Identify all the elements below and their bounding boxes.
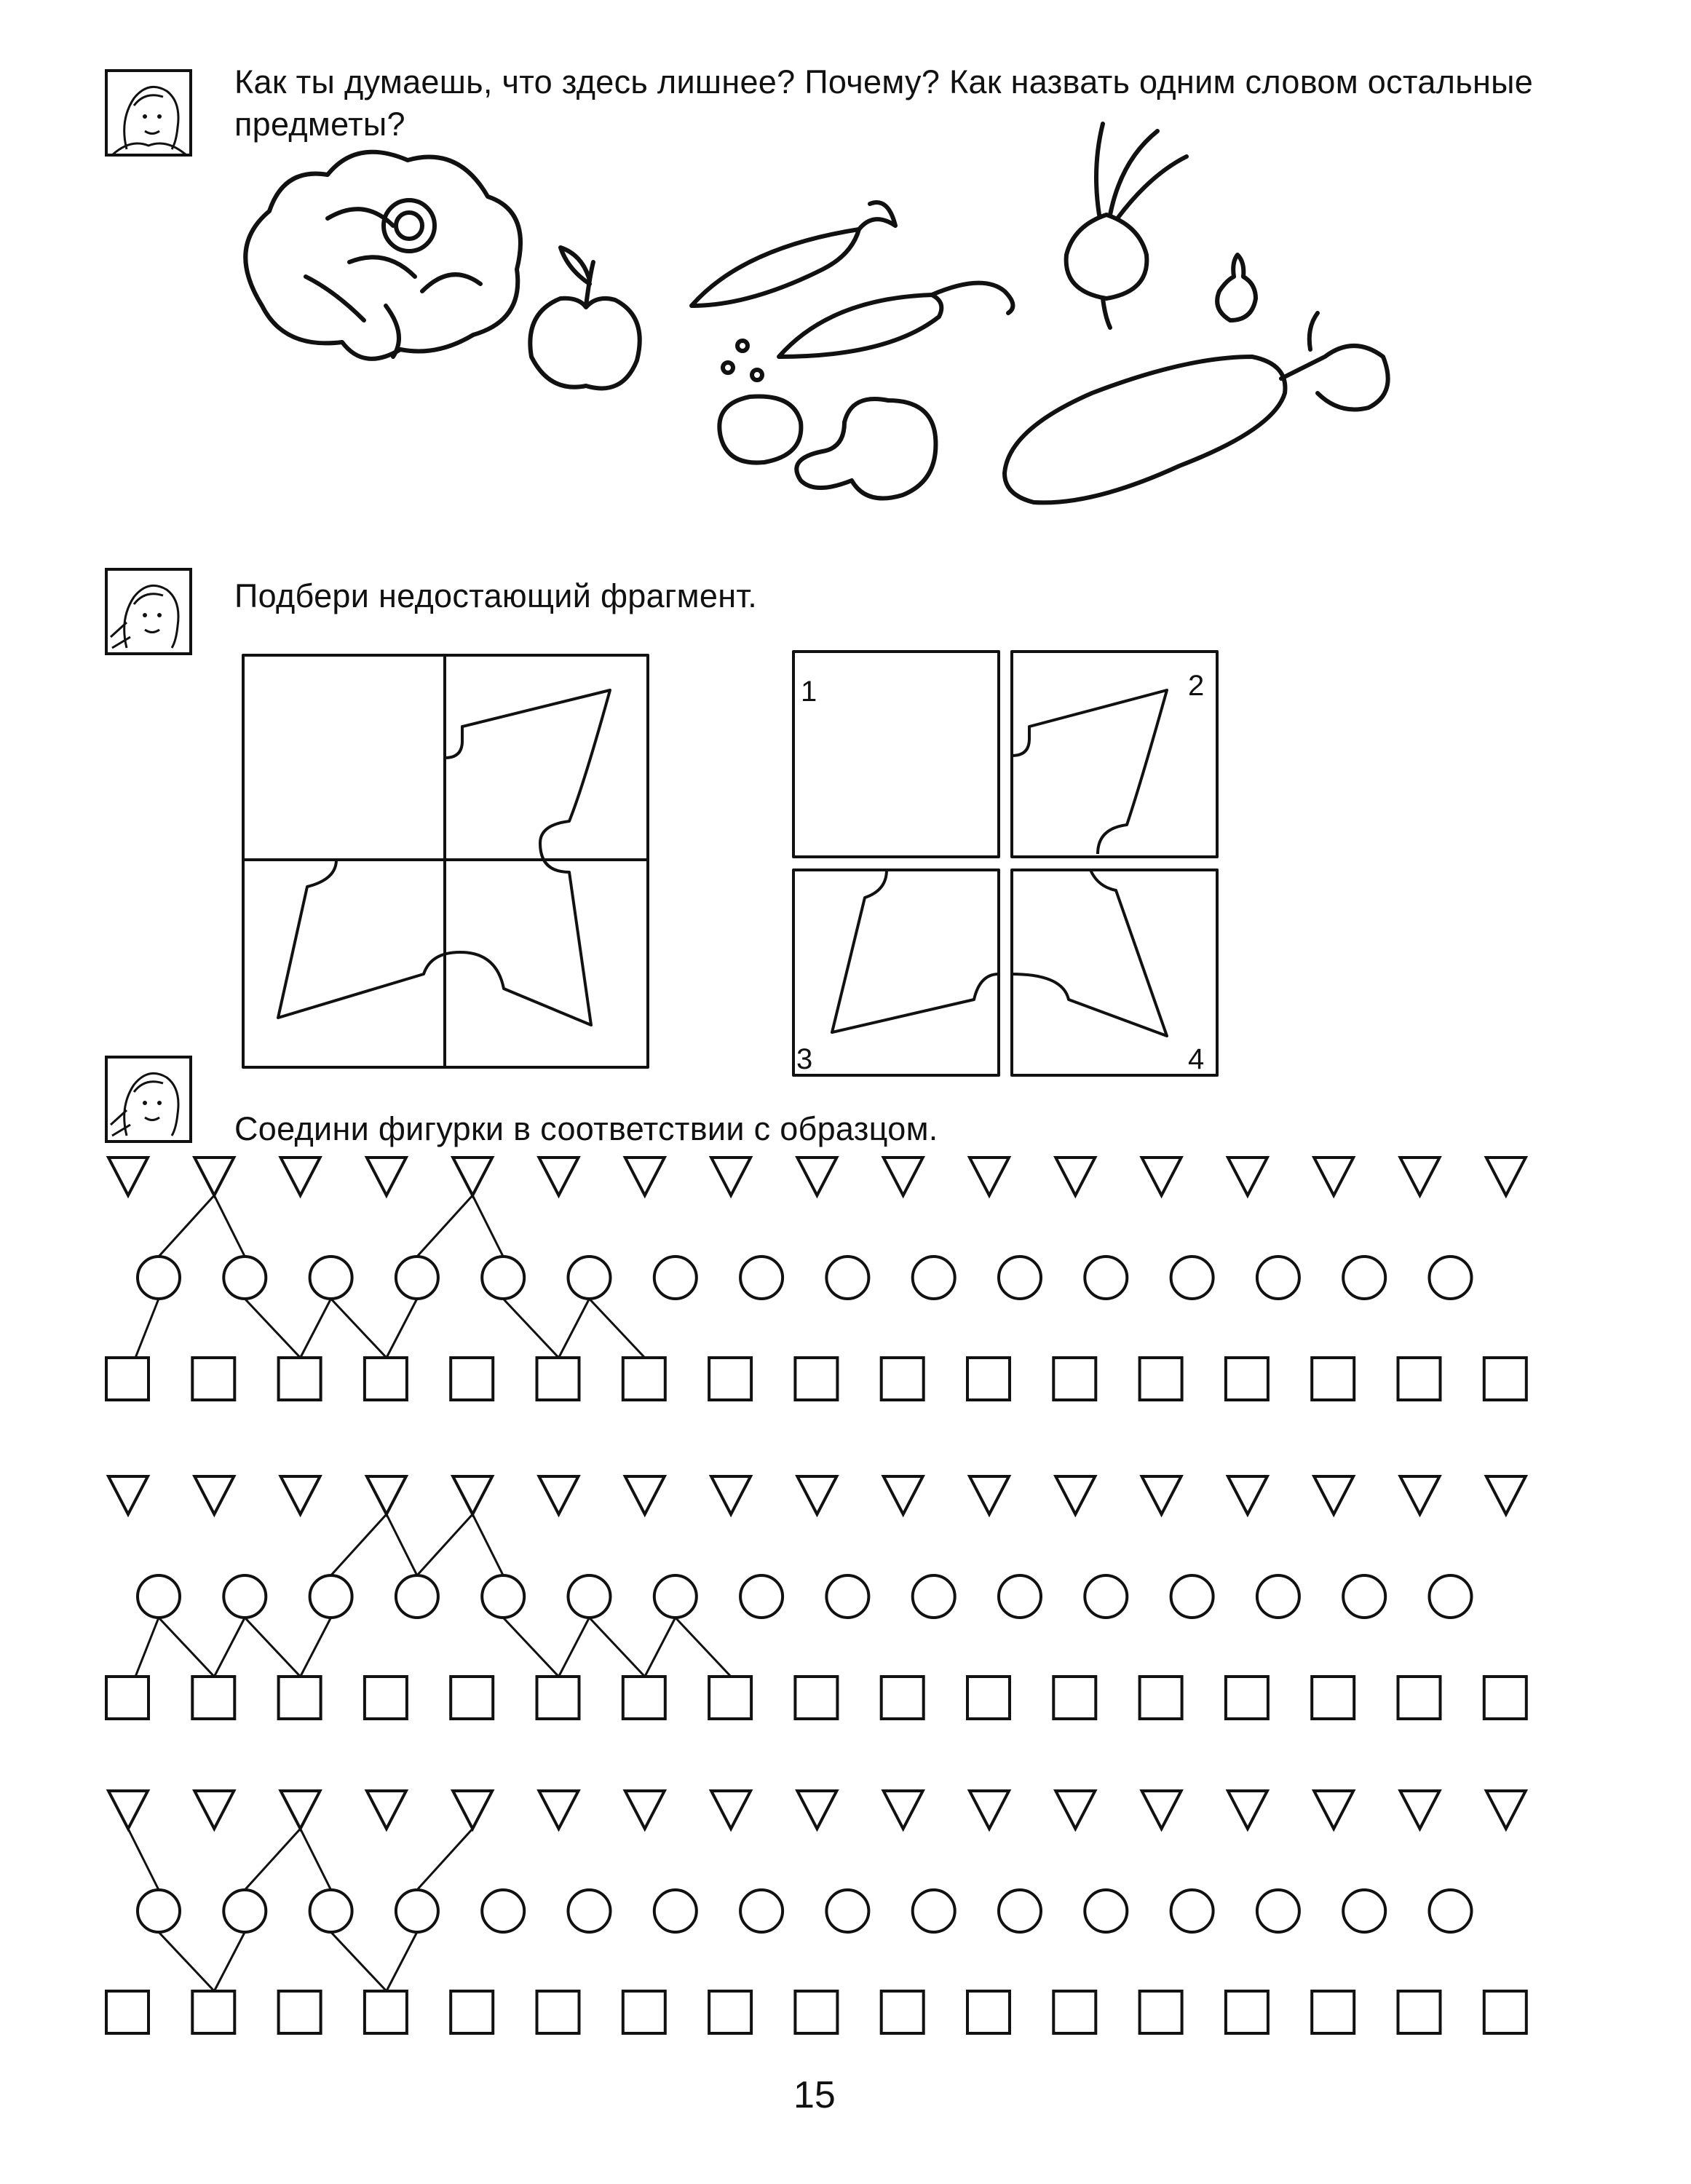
circle-shape[interactable] [223, 1257, 266, 1299]
circle-shape[interactable] [569, 1257, 611, 1299]
triangle-shape[interactable] [367, 1158, 406, 1195]
triangle-shape[interactable] [970, 1476, 1009, 1514]
square-shape[interactable] [967, 1677, 1010, 1719]
triangle-shape[interactable] [1401, 1791, 1440, 1829]
connector-line [331, 1299, 387, 1358]
connector-line [301, 1299, 331, 1358]
triangle-shape[interactable] [194, 1791, 234, 1829]
triangle-shape[interactable] [884, 1791, 923, 1829]
triangle-shape[interactable] [453, 1791, 492, 1829]
triangle-shape[interactable] [194, 1158, 234, 1195]
fragment-label-1: 1 [801, 676, 817, 708]
connector-line [159, 1195, 214, 1257]
connector-line [472, 1514, 503, 1575]
square-shape[interactable] [709, 1991, 751, 2033]
square-shape[interactable] [365, 1677, 407, 1719]
square-shape[interactable] [1226, 1991, 1268, 2033]
circle-shape[interactable] [223, 1890, 266, 1932]
connector-line [387, 1299, 417, 1358]
connector-line [417, 1195, 472, 1257]
triangle-shape[interactable] [539, 1476, 579, 1514]
circle-shape[interactable] [999, 1257, 1041, 1299]
circle-shape[interactable] [1171, 1575, 1213, 1618]
circle-shape[interactable] [913, 1575, 955, 1618]
triangle-shape[interactable] [1314, 1158, 1353, 1195]
triangle-shape[interactable] [797, 1476, 836, 1514]
square-shape[interactable] [1312, 1358, 1354, 1400]
connector-line [676, 1618, 731, 1677]
circle-shape[interactable] [396, 1575, 438, 1618]
cabbage-icon [245, 152, 520, 359]
circle-shape[interactable] [1085, 1575, 1127, 1618]
square-shape[interactable] [1053, 1677, 1096, 1719]
square-shape[interactable] [623, 1991, 665, 2033]
square-shape[interactable] [1398, 1358, 1441, 1400]
square-shape[interactable] [451, 1677, 493, 1719]
triangle-shape[interactable] [281, 1791, 320, 1829]
circle-shape[interactable] [999, 1575, 1041, 1618]
triangle-shape[interactable] [711, 1158, 751, 1195]
onion-icon [1066, 124, 1187, 328]
square-shape[interactable] [1398, 1991, 1441, 2033]
square-shape[interactable] [1312, 1991, 1354, 2033]
circle-shape[interactable] [740, 1890, 783, 1932]
circle-shape[interactable] [654, 1257, 697, 1299]
triangle-shape[interactable] [970, 1791, 1009, 1829]
connector-line [417, 1829, 472, 1890]
square-shape[interactable] [451, 1991, 493, 2033]
connector-line [417, 1514, 472, 1575]
triangle-shape[interactable] [1142, 1158, 1181, 1195]
fragment-label-4: 4 [1188, 1043, 1205, 1075]
shape-grid [0, 1150, 1601, 2097]
connector-line [135, 1618, 159, 1677]
square-shape[interactable] [279, 1991, 321, 2033]
circle-shape[interactable] [740, 1257, 783, 1299]
circle-shape[interactable] [1085, 1890, 1127, 1932]
connector-line [214, 1932, 245, 1991]
circle-shape[interactable] [138, 1575, 180, 1618]
connector-line [159, 1932, 214, 1991]
circle-shape[interactable] [138, 1890, 180, 1932]
triangle-shape[interactable] [1401, 1476, 1440, 1514]
circle-shape[interactable] [396, 1257, 438, 1299]
fragment-label-3: 3 [796, 1043, 813, 1075]
square-shape[interactable] [192, 1677, 234, 1719]
triangle-shape[interactable] [1486, 1476, 1526, 1514]
triangle-shape[interactable] [711, 1476, 751, 1514]
triangle-shape[interactable] [1142, 1476, 1181, 1514]
connector-line [245, 1829, 300, 1890]
triangle-shape[interactable] [539, 1158, 579, 1195]
square-shape[interactable] [967, 1991, 1010, 2033]
square-shape[interactable] [1140, 1677, 1182, 1719]
apple-icon [530, 248, 639, 388]
child-writing-icon-2 [105, 568, 192, 655]
circle-shape[interactable] [1343, 1890, 1385, 1932]
square-shape[interactable] [1140, 1991, 1182, 2033]
triangle-shape[interactable] [625, 1476, 665, 1514]
square-shape[interactable] [1226, 1358, 1268, 1400]
circle-shape[interactable] [1257, 1890, 1299, 1932]
connector-line [503, 1618, 558, 1677]
square-shape[interactable] [451, 1358, 493, 1400]
triangle-shape[interactable] [453, 1158, 492, 1195]
connector-line [128, 1829, 159, 1890]
circle-shape[interactable] [310, 1890, 352, 1932]
triangle-shape[interactable] [1486, 1791, 1526, 1829]
square-shape[interactable] [882, 1358, 924, 1400]
puzzle-sample [242, 654, 649, 1069]
triangle-shape[interactable] [1228, 1791, 1267, 1829]
connector-line [387, 1932, 417, 1991]
circle-shape[interactable] [999, 1890, 1041, 1932]
circle-shape[interactable] [740, 1575, 783, 1618]
square-shape[interactable] [1398, 1677, 1441, 1719]
fragment-2[interactable] [1012, 652, 1217, 857]
triangle-shape[interactable] [625, 1791, 665, 1829]
connector-line [245, 1618, 300, 1677]
connector-line [301, 1829, 331, 1890]
triangle-shape[interactable] [1056, 1158, 1095, 1195]
fragment-3[interactable] [793, 870, 999, 1075]
circle-shape[interactable] [569, 1575, 611, 1618]
circle-shape[interactable] [569, 1890, 611, 1932]
triangle-shape[interactable] [1314, 1791, 1353, 1829]
connector-line [472, 1195, 503, 1257]
square-shape[interactable] [967, 1358, 1010, 1400]
page-number: 15 [793, 2074, 836, 2116]
connector-line [214, 1195, 245, 1257]
square-shape[interactable] [537, 1991, 579, 2033]
triangle-shape[interactable] [884, 1158, 923, 1195]
circle-shape[interactable] [1430, 1257, 1472, 1299]
connector-line [559, 1618, 590, 1677]
square-shape[interactable] [795, 1991, 837, 2033]
triangle-shape[interactable] [539, 1791, 579, 1829]
circle-shape[interactable] [826, 1257, 868, 1299]
square-shape[interactable] [106, 1991, 148, 2033]
square-shape[interactable] [1053, 1358, 1096, 1400]
circle-shape[interactable] [826, 1575, 868, 1618]
connector-line [331, 1514, 387, 1575]
connector-line [559, 1299, 590, 1358]
connector-line [331, 1932, 387, 1991]
garlic-icon [1217, 255, 1256, 320]
triangle-shape[interactable] [1228, 1476, 1267, 1514]
circle-shape[interactable] [1430, 1890, 1472, 1932]
square-shape[interactable] [1312, 1677, 1354, 1719]
circle-shape[interactable] [223, 1575, 266, 1618]
triangle-shape[interactable] [367, 1476, 406, 1514]
fragment-label-2: 2 [1188, 670, 1205, 702]
task-3-instruction: Соедини фигурки в соответствии с образцом. [234, 1110, 938, 1147]
connector-line [645, 1618, 676, 1677]
cucumber-icon [1005, 313, 1388, 502]
triangle-shape[interactable] [108, 1476, 148, 1514]
square-shape[interactable] [1484, 1358, 1526, 1400]
triangle-shape[interactable] [1142, 1791, 1181, 1829]
connector-line [387, 1514, 417, 1575]
square-shape[interactable] [1226, 1677, 1268, 1719]
triangle-shape[interactable] [711, 1791, 751, 1829]
circle-shape[interactable] [396, 1890, 438, 1932]
puzzle-fragments [792, 650, 1243, 1080]
connector-line [590, 1618, 645, 1677]
connector-line [503, 1299, 558, 1358]
fragment-1[interactable] [793, 652, 999, 857]
circle-shape[interactable] [1257, 1575, 1299, 1618]
circle-shape[interactable] [1430, 1575, 1472, 1618]
circle-shape[interactable] [913, 1257, 955, 1299]
task-1-instruction: Как ты думаешь, что здесь лишнее? Почему? Как назвать одним словом остальные предметы? [234, 63, 1534, 143]
square-shape[interactable] [623, 1677, 665, 1719]
child-writing-icon-3 [105, 1056, 192, 1143]
triangle-shape[interactable] [281, 1158, 320, 1195]
connector-line [159, 1618, 214, 1677]
task-2-instruction: Подбери недостающий фрагмент. [234, 577, 758, 614]
square-shape[interactable] [1484, 1677, 1526, 1719]
fragment-4[interactable] [1012, 870, 1217, 1075]
triangle-shape[interactable] [367, 1791, 406, 1829]
circle-shape[interactable] [913, 1890, 955, 1932]
triangle-shape[interactable] [1228, 1158, 1267, 1195]
square-shape[interactable] [365, 1358, 407, 1400]
child-face-icon-1 [105, 69, 192, 157]
triangle-shape[interactable] [453, 1476, 492, 1514]
square-shape[interactable] [192, 1991, 234, 2033]
connector-line [135, 1299, 159, 1358]
connector-line [590, 1299, 645, 1358]
connector-line [245, 1299, 300, 1358]
square-shape[interactable] [882, 1677, 924, 1719]
triangle-shape[interactable] [1056, 1791, 1095, 1829]
circle-shape[interactable] [1171, 1890, 1213, 1932]
circle-shape[interactable] [654, 1890, 697, 1932]
square-shape[interactable] [1140, 1358, 1182, 1400]
circle-shape[interactable] [1343, 1257, 1385, 1299]
square-shape[interactable] [106, 1677, 148, 1719]
square-shape[interactable] [709, 1358, 751, 1400]
triangle-shape[interactable] [625, 1158, 665, 1195]
circle-shape[interactable] [826, 1890, 868, 1932]
triangle-shape[interactable] [1486, 1158, 1526, 1195]
square-shape[interactable] [192, 1358, 234, 1400]
triangle-shape[interactable] [970, 1158, 1009, 1195]
circle-shape[interactable] [654, 1575, 697, 1618]
peas-icon [692, 202, 1013, 380]
square-shape[interactable] [1484, 1991, 1526, 2033]
square-shape[interactable] [106, 1358, 148, 1400]
circle-shape[interactable] [1343, 1575, 1385, 1618]
triangle-shape[interactable] [1401, 1158, 1440, 1195]
triangle-shape[interactable] [797, 1791, 836, 1829]
square-shape[interactable] [279, 1677, 321, 1719]
triangle-shape[interactable] [108, 1791, 148, 1829]
circle-shape[interactable] [482, 1890, 524, 1932]
square-shape[interactable] [279, 1358, 321, 1400]
square-shape[interactable] [795, 1358, 837, 1400]
connector-line [301, 1618, 331, 1677]
triangle-shape[interactable] [1314, 1476, 1353, 1514]
circle-shape[interactable] [1171, 1257, 1213, 1299]
circle-shape[interactable] [482, 1257, 524, 1299]
square-shape[interactable] [365, 1991, 407, 2033]
square-shape[interactable] [623, 1358, 665, 1400]
circle-shape[interactable] [310, 1257, 352, 1299]
square-shape[interactable] [795, 1677, 837, 1719]
square-shape[interactable] [882, 1991, 924, 2033]
square-shape[interactable] [1053, 1991, 1096, 2033]
circle-shape[interactable] [1085, 1257, 1127, 1299]
triangle-shape[interactable] [884, 1476, 923, 1514]
triangle-shape[interactable] [194, 1476, 234, 1514]
connector-line [214, 1618, 245, 1677]
triangle-shape[interactable] [281, 1476, 320, 1514]
circle-shape[interactable] [1257, 1257, 1299, 1299]
triangle-shape[interactable] [108, 1158, 148, 1195]
square-shape[interactable] [709, 1677, 751, 1719]
triangle-shape[interactable] [1056, 1476, 1095, 1514]
circle-shape[interactable] [482, 1575, 524, 1618]
circle-shape[interactable] [138, 1257, 180, 1299]
circle-shape[interactable] [310, 1575, 352, 1618]
square-shape[interactable] [537, 1677, 579, 1719]
vegetables-illustration [218, 116, 1456, 568]
square-shape[interactable] [537, 1358, 579, 1400]
potato-icon [719, 396, 935, 498]
triangle-shape[interactable] [797, 1158, 836, 1195]
